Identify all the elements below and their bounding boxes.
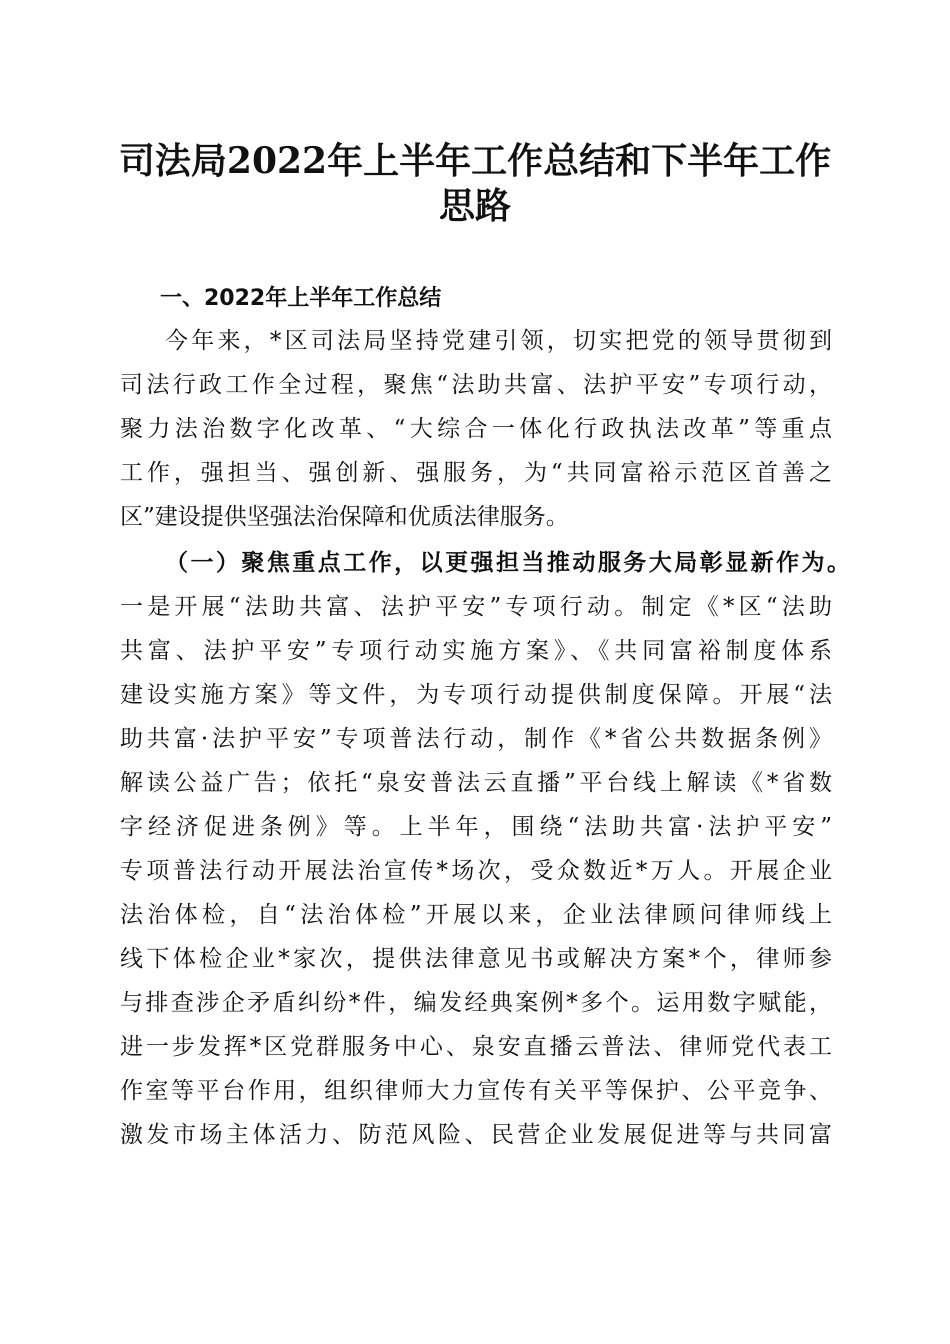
- body-line: 进一步发挥*区党群服务中心、泉安直播云普法、律师党代表工: [120, 1034, 832, 1060]
- body-line: 建设实施方案》等文件，为专项行动提供制度保障。开展“法: [120, 682, 832, 708]
- document-title-line-2: 思路: [438, 185, 511, 227]
- subheading: （一）聚焦重点工作，以更强担当推动服务大局彰显新作为。: [165, 549, 850, 576]
- body-line: 共富、法护平安”专项行动实施方案》、《共同富裕制度体系: [120, 638, 832, 664]
- intro-line: 今年来，*区司法局坚持党建引领，切实把党的领导贯彻到: [165, 328, 832, 354]
- intro-line: 聚力法治数字化改革、“大综合一体化行政执法改革”等重点: [120, 416, 832, 442]
- body-line: 激发市场主体活力、防范风险、民营企业发展促进等与共同富: [120, 1122, 832, 1148]
- intro-line: 区”建设提供坚强法治保障和优质法律服务。: [120, 504, 569, 530]
- body-line: 一是开展“法助共富、法护平安”专项行动。制定《*区“法助: [120, 594, 832, 620]
- body-line: 专项普法行动开展法治宣传*场次，受众数近*万人。开展企业: [120, 858, 832, 884]
- body-line: 与排查涉企矛盾纠纷*件，编发经典案例*多个。运用数字赋能，: [120, 990, 832, 1016]
- body-line: 解读公益广告；依托“泉安普法云直播”平台线上解读《*省数: [120, 770, 832, 796]
- body-line: 字经济促进条例》等。上半年，围绕“法助共富·法护平安”: [120, 814, 832, 840]
- intro-line: 司法行政工作全过程，聚焦“法助共富、法护平安”专项行动，: [120, 372, 832, 398]
- document-title-line-1: 司法局2022年上半年工作总结和下半年工作: [118, 140, 832, 182]
- body-line: 助共富·法护平安”专项普法行动，制作《*省公共数据条例》: [120, 726, 832, 752]
- body-line: 法治体检，自“法治体检”开展以来，企业法律顾问律师线上: [120, 902, 832, 928]
- body-line: 线下体检企业*家次，提供法律意见书或解决方案*个，律师参: [120, 946, 832, 972]
- section-heading: 一、2022年上半年工作总结: [160, 286, 442, 311]
- intro-line: 工作，强担当、强创新、强服务，为“共同富裕示范区首善之: [120, 460, 832, 486]
- body-line: 作室等平台作用，组织律师大力宣传有关平等保护、公平竞争、: [120, 1078, 832, 1104]
